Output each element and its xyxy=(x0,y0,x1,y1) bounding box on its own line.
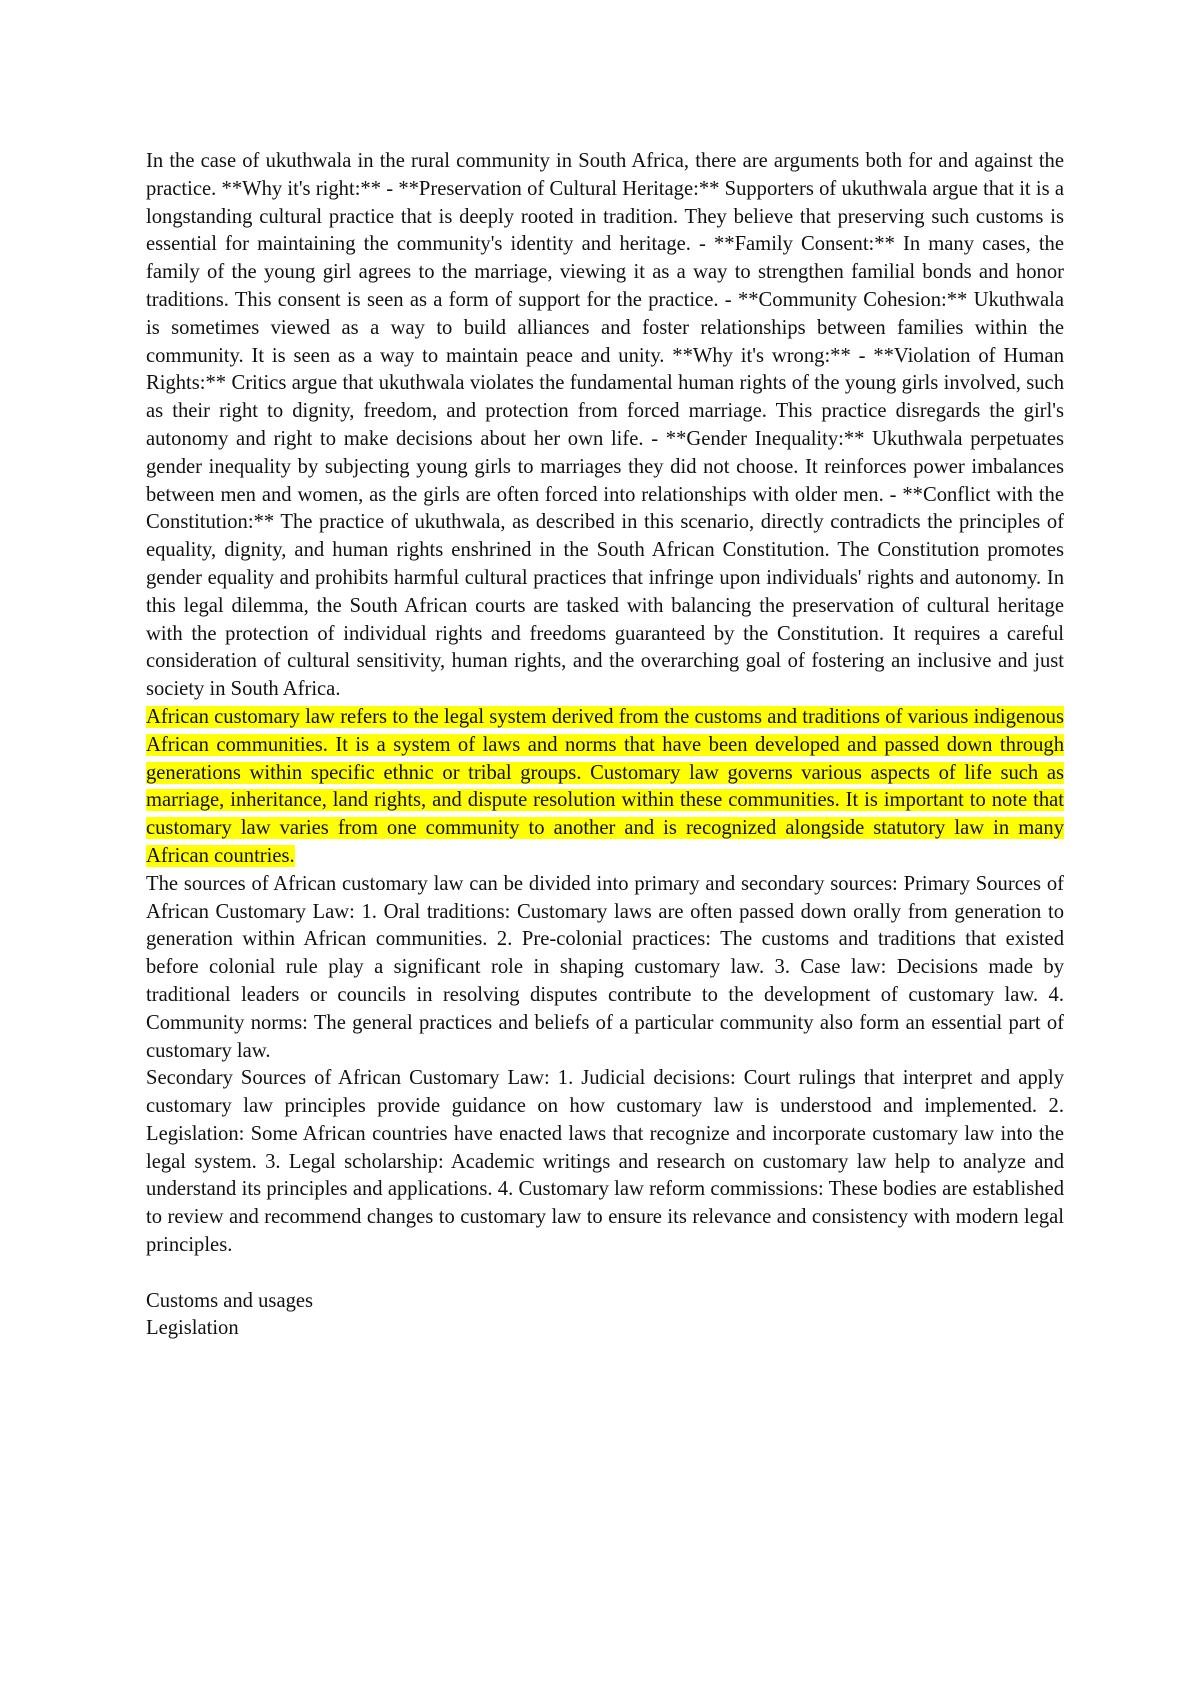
blank-line xyxy=(146,1260,1064,1288)
ukuthwala-paragraph: In the case of ukuthwala in the rural community in South Africa, there are arguments both for and against the practice. **Why it's right:** - **Preservation of Cultural Heritage:** Supporters of ukuthwala argue that it is a longstanding cultural practice that is deeply rooted in tradition. They believe that preserving such customs is essential for maintaining the community's identity and heritage. - **Family Consent:** In many cases, the family of the young girl agrees to the marriage, viewing it as a way to strengthen familial bonds and honor traditions. This consent is seen as a form of support for the practice. - **Community Cohesion:** Ukuthwala is sometimes viewed as a way to build alliances and foster relationships between families within the community. It is seen as a way to maintain peace and unity. **Why it's wrong:** - **Violation of Human Rights:** Critics argue that ukuthwala violates the fundamental human rights of the young girls involved, such as their right to dignity, freedom, and protection from forced marriage. This practice disregards the girl's autonomy and right to make decisions about her own life. - **Gender Inequality:** Ukuthwala perpetuates gender inequality by subjecting young girls to marriages they did not choose. It reinforces power imbalances between men and women, as the girls are often forced into relationships with older men. - **Conflict with the Constitution:** The practice of ukuthwala, as described in this scenario, directly contradicts the principles of equality, dignity, and human rights enshrined in the South African Constitution. The Constitution promotes gender equality and prohibits harmful cultural practices that infringe upon individuals' rights and autonomy. In this legal dilemma, the South African courts are tasked with balancing the preservation of cultural heritage with the protection of individual rights and freedoms guaranteed by the Constitution. It requires a careful consideration of cultural sensitivity, human rights, and the overarching goal of fostering an inclusive and just society in South Africa. xyxy=(146,150,1064,701)
document-page xyxy=(146,148,1064,1343)
note-customs-and-usages: Customs and usages xyxy=(146,1289,314,1312)
primary-sources-paragraph: The sources of African customary law can be divided into primary and secondary sources: Primary Sources of African Customary Law: 1. Oral traditions: Customary laws are often passed down orally from generation to generation within African communities. 2. Pre-colonial practices: The customs and traditions that existed before colonial rule play a significant role in shaping customary law. 3. Case law: Decisions made by traditional leaders or councils in resolving disputes contribute to the development of customary law. 4. Community norms: The general practices and beliefs of a particular community also form an essential part of customary law. xyxy=(146,872,1064,1062)
note-legislation: Legislation xyxy=(146,1317,239,1340)
highlighted-text: African customary law refers to the legal system derived from the customs and traditions of various indigenous African communities. It is a system of laws and norms that have been developed and passed down through generations within specific ethnic or tribal groups. Customary law governs various aspects of life such as marriage, inheritance, land rights, and dispute resolution within these communities. It is important to note that customary law varies from one community to another and is recognized alongside statutory law in many African countries. xyxy=(146,705,1064,867)
secondary-sources-paragraph: Secondary Sources of African Customary Law: 1. Judicial decisions: Court rulings that interpret and apply customary law principles provide guidance on how customary law is understood and implemented. 2. Legislation: Some African countries have enacted laws that recognize and incorporate customary law into the legal system. 3. Legal scholarship: Academic writings and research on customary law help to analyze and understand its principles and applications. 4. Customary law reform commissions: These bodies are established to review and recommend changes to customary law to ensure its relevance and consistency with modern legal principles. xyxy=(146,1067,1064,1257)
customary-law-definition-paragraph xyxy=(146,704,1064,871)
